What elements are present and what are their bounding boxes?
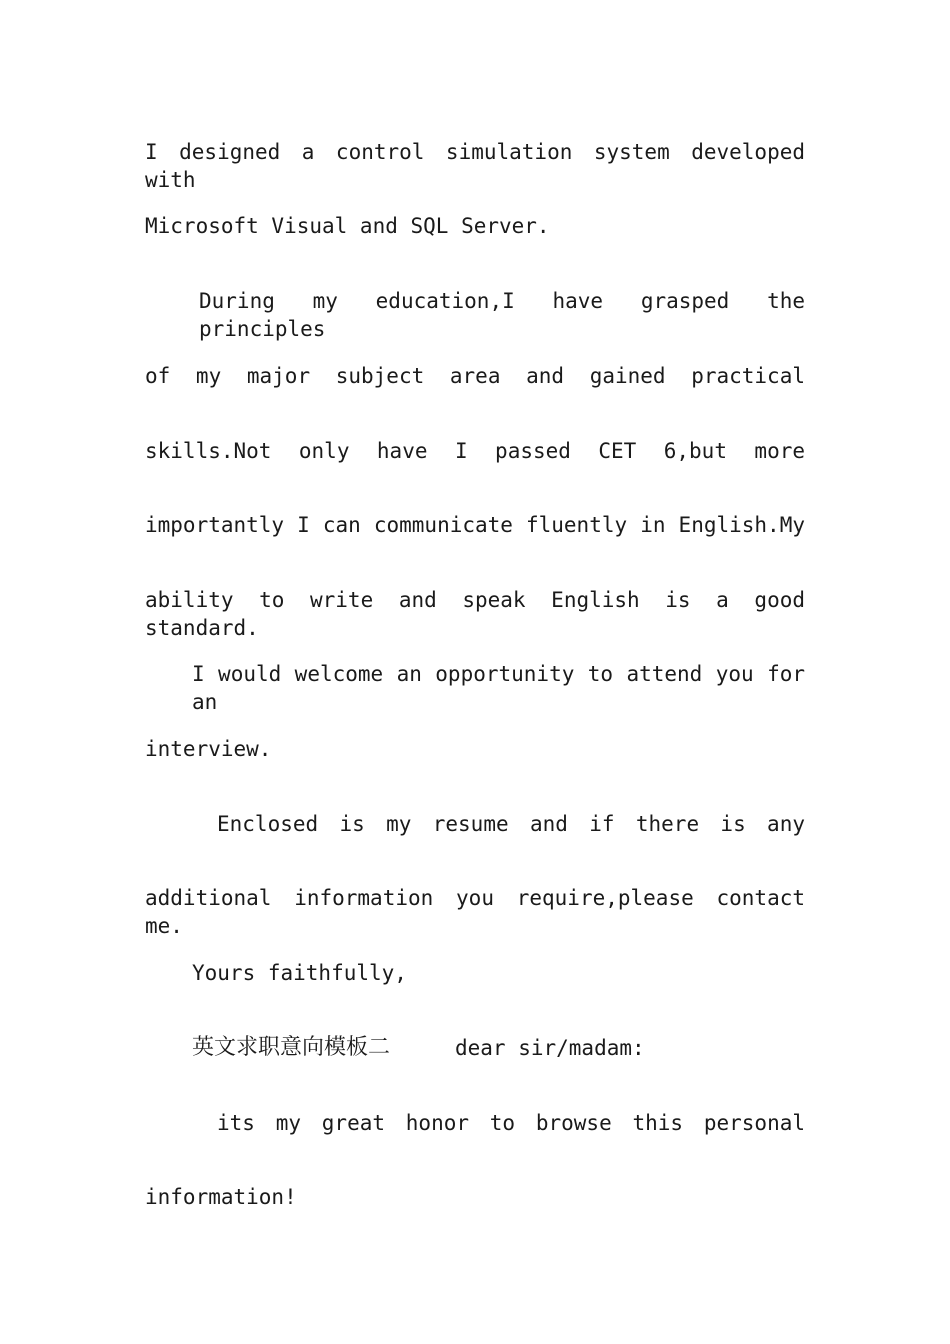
- paragraph-line: I would welcome an opportunity to attend you for an: [192, 662, 805, 714]
- salutation-line: dear sir/madam:: [455, 1036, 645, 1060]
- paragraph-line: its my great honor to browse this personal: [217, 1111, 805, 1135]
- paragraph-line: I designed a control simulation system developed with: [145, 140, 805, 192]
- template-heading: 英文求职意向模板二: [192, 1035, 391, 1060]
- paragraph-line: additional information you require,please contact me.: [145, 886, 805, 938]
- paragraph-line: importantly I can communicate fluently in English.My: [145, 513, 805, 537]
- paragraph-line: interview.: [145, 737, 272, 761]
- paragraph-line: Microsoft Visual and SQL Server.: [145, 214, 550, 238]
- paragraph-line: During my education,I have grasped the principles: [199, 289, 805, 341]
- closing-line: Yours faithfully,: [192, 961, 407, 985]
- paragraph-line: ability to write and speak English is a good standard.: [145, 588, 805, 640]
- paragraph-line: Enclosed is my resume and if there is any: [217, 812, 805, 836]
- paragraph-line: of my major subject area and gained practical: [145, 364, 805, 388]
- paragraph-line: skills.Not only have I passed CET 6,but more: [145, 439, 805, 463]
- paragraph-line: information!: [145, 1185, 297, 1209]
